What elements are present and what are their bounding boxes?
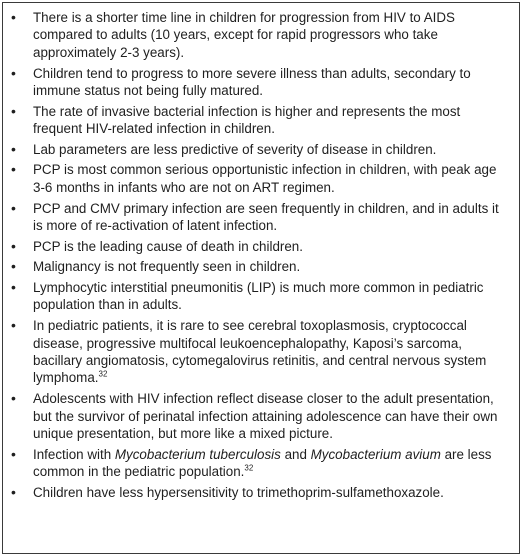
list-item bbox=[33, 390, 511, 442]
list-item-text-prefix: Infection with bbox=[33, 446, 115, 462]
list-item-text: Lab parameters are less predictive of severity of disease in children. bbox=[33, 141, 437, 157]
reference-superscript: 32 bbox=[244, 463, 254, 473]
list-item-text: PCP is the leading cause of death in children. bbox=[33, 238, 303, 254]
list-item bbox=[33, 161, 511, 196]
list-item-text: The rate of invasive bacterial infection is higher and represents the most frequent HIV-related infection in children. bbox=[33, 103, 461, 137]
list-item bbox=[33, 484, 511, 501]
list-item-text: In pediatric patients, it is rare to see cerebral toxoplasmosis, cryptococcal disease, progressive multifocal leukoencephalopathy, Kaposi’s sarcoma, bacillary angiomatosis, cytomegalovirus retinitis, and central nervous system lymphoma. bbox=[33, 318, 487, 386]
list-item-text: PCP and CMV primary infection are seen frequently in children, and in adults it is more of re-activation of latent infection. bbox=[33, 200, 499, 233]
list-item bbox=[33, 317, 511, 387]
list-item bbox=[33, 141, 511, 158]
list-item-text: Malignancy is not frequently seen in children. bbox=[33, 259, 301, 275]
species-name-italic: Mycobacterium avium bbox=[310, 446, 441, 462]
list-item-text: Lymphocytic interstitial pneumonitis (LIP) is much more common in pediatric population than in adults. bbox=[33, 280, 484, 313]
list-item bbox=[33, 238, 511, 255]
list-item-text: Children tend to progress to more severe illness than adults, secondary to immune status not being fully matured. bbox=[33, 65, 471, 98]
list-item bbox=[33, 446, 511, 481]
list-item bbox=[33, 200, 511, 235]
list-item-text-suffix: are less common in the pediatric population. bbox=[33, 446, 492, 480]
species-name-italic: Mycobacterium tuberculosis bbox=[114, 446, 281, 462]
list-item bbox=[33, 9, 511, 61]
reference-superscript: 32 bbox=[98, 369, 108, 379]
list-item-text-join: and bbox=[280, 446, 311, 462]
list-item-text: Children have less hypersensitivity to trimethoprim-sulfamethoxazole. bbox=[33, 484, 444, 500]
list-item-text: Adolescents with HIV infection reflect disease closer to the adult presentation, but the survivor of perinatal infection attaining adolescence can have their own unique presentation, but more like a mixed picture. bbox=[33, 391, 498, 441]
list-item bbox=[33, 103, 511, 138]
bullet-list bbox=[3, 3, 519, 501]
list-item bbox=[33, 65, 511, 100]
list-item-text: PCP is most common serious opportunistic infection in children, with peak age 3-6 months in infants who are not on ART regimen. bbox=[33, 162, 497, 195]
info-box bbox=[2, 2, 520, 554]
list-item bbox=[33, 258, 511, 275]
list-item bbox=[33, 279, 511, 314]
list-item-text: There is a shorter time line in children for progression from HIV to AIDS compared to adults (10 years, except for rapid progressors who take approximately 2-3 years). bbox=[33, 10, 455, 60]
